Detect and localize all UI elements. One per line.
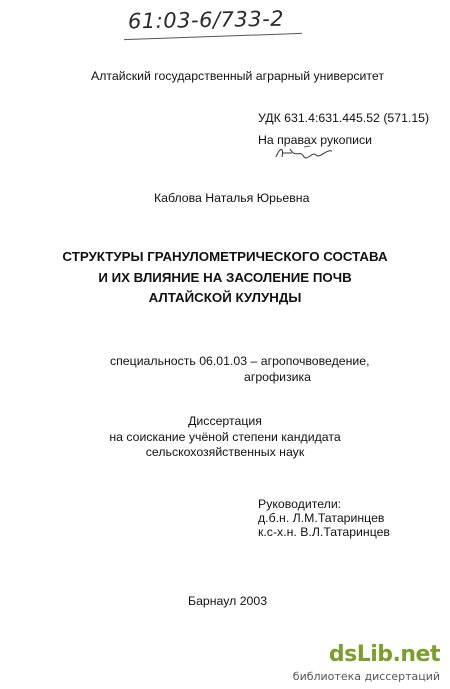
dissertation-type (0, 414, 450, 461)
dissertation-title (0, 247, 450, 309)
supervisor-1: д.б.н. Л.М.Татаринцев (258, 511, 385, 525)
dissertation-line-3: сельскохозяйственных наук (145, 445, 305, 459)
stamp-underline (124, 33, 302, 40)
author-name: Каблова Наталья Юрьевна (154, 191, 310, 205)
udk-code: УДК 631.4:631.445.52 (571.15) (258, 111, 430, 125)
supervisors-heading: Руководители: (258, 497, 342, 511)
dissertation-line-2: на соискание учёной степени кандидата (109, 429, 341, 444)
handwritten-signature (270, 143, 340, 165)
dslib-logo[interactable] (292, 642, 448, 688)
specialty-line-1: специальность 06.01.03 – агропочвоведение, (110, 354, 370, 368)
title-line-2: И ИХ ВЛИЯНИЕ НА ЗАСОЛЕНИЕ ПОЧВ (98, 269, 352, 285)
university-name: Алтайский государственный аграрный университет (91, 69, 384, 83)
city-year: Барнаул 2003 (188, 594, 268, 608)
dslib-logo-text: dsLib.net (328, 642, 440, 667)
archive-stamp: 61:03-6/733-2 (127, 6, 285, 34)
dslib-caption: библиотека диссертаций (292, 670, 440, 683)
specialty-line-2: агрофизика (244, 370, 311, 384)
manuscript-rights: На правах рукописи (258, 133, 373, 147)
dissertation-line-1: Диссертация (188, 414, 262, 428)
title-line-3: АЛТАЙСКОЙ КУЛУНДЫ (148, 290, 302, 305)
supervisor-2: к.с-х.н. В.Л.Татаринцев (258, 525, 390, 539)
title-line-1: СТРУКТУРЫ ГРАНУЛОМЕТРИЧЕСКОГО СОСТАВА (62, 249, 388, 264)
